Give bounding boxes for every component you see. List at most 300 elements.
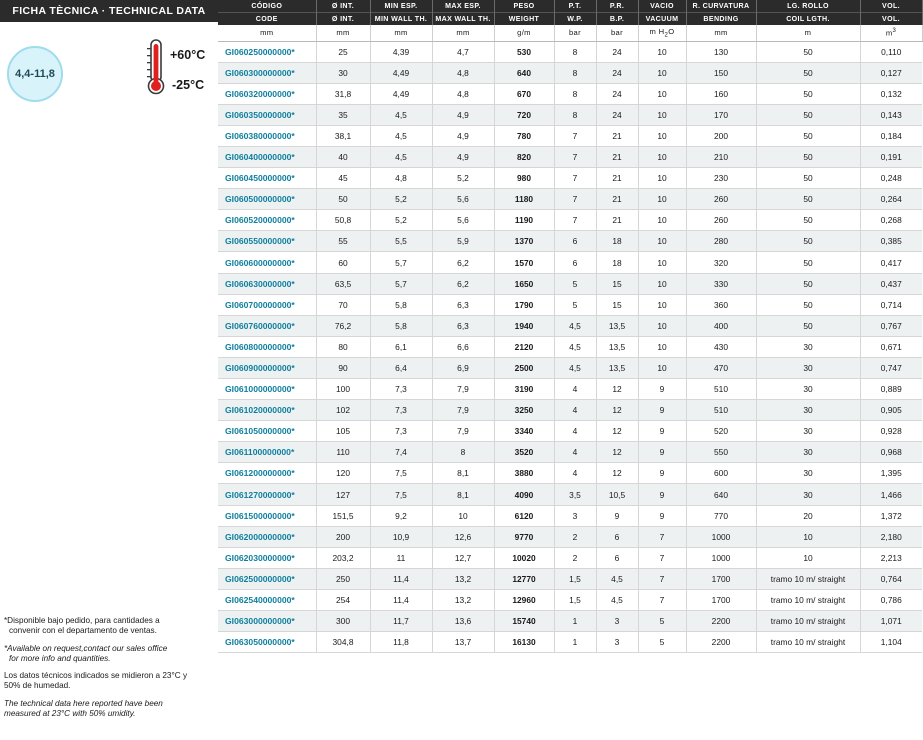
th-es-8: R. CURVATURA (686, 0, 756, 13)
cell-bending: 510 (686, 379, 756, 400)
cell-weight: 1650 (494, 273, 554, 294)
cell-bending: 400 (686, 315, 756, 336)
th-es-6: P.R. (596, 0, 638, 13)
footnotes (4, 616, 214, 726)
cell-weight: 1940 (494, 315, 554, 336)
cell-b-p: 15 (596, 294, 638, 315)
table-row (218, 104, 922, 125)
cell-max-wall-th: 6,3 (432, 294, 494, 315)
header-row-units (218, 25, 922, 41)
header-row-en (218, 13, 922, 26)
footnote-availability-en-line1: *Available on request,contact our sales office (4, 643, 168, 653)
cell-b-p: 12 (596, 379, 638, 400)
cell-int: 35 (316, 104, 370, 125)
cell-int: 90 (316, 357, 370, 378)
table-row (218, 547, 922, 568)
cell-vacuum: 9 (638, 505, 686, 526)
cell-vacuum: 10 (638, 357, 686, 378)
cell-code: GI062500000000* (218, 568, 316, 589)
cell-code: GI063000000000* (218, 611, 316, 632)
cell-min-wall-th: 11,4 (370, 589, 432, 610)
cell-vol: 0,889 (860, 379, 922, 400)
cell-b-p: 12 (596, 442, 638, 463)
cell-w-p: 7 (554, 125, 596, 146)
table-row (218, 611, 922, 632)
th-es-4: PESO (494, 0, 554, 13)
cell-w-p: 3,5 (554, 484, 596, 505)
cell-bending: 130 (686, 41, 756, 62)
cell-bending: 550 (686, 442, 756, 463)
cell-min-wall-th: 7,3 (370, 400, 432, 421)
cell-max-wall-th: 5,9 (432, 231, 494, 252)
cell-weight: 10020 (494, 547, 554, 568)
cell-int: 45 (316, 168, 370, 189)
cell-weight: 1790 (494, 294, 554, 315)
cell-coil-lgth: 30 (756, 379, 860, 400)
cell-code: GI062540000000* (218, 589, 316, 610)
cell-min-wall-th: 4,8 (370, 168, 432, 189)
table-body (218, 41, 922, 653)
cell-w-p: 1,5 (554, 568, 596, 589)
cell-min-wall-th: 4,5 (370, 125, 432, 146)
cell-b-p: 12 (596, 463, 638, 484)
cell-vacuum: 10 (638, 273, 686, 294)
cell-min-wall-th: 4,39 (370, 41, 432, 62)
table-row (218, 231, 922, 252)
th-unit-9: m (756, 25, 860, 41)
cell-vacuum: 7 (638, 589, 686, 610)
cell-coil-lgth: 30 (756, 442, 860, 463)
table-row (218, 568, 922, 589)
cell-weight: 720 (494, 104, 554, 125)
cell-vacuum: 10 (638, 62, 686, 83)
cell-max-wall-th: 10 (432, 505, 494, 526)
cell-vol: 1,372 (860, 505, 922, 526)
cell-min-wall-th: 7,3 (370, 379, 432, 400)
cell-w-p: 8 (554, 62, 596, 83)
max-temperature-label: +60°C (170, 48, 206, 62)
table-row (218, 168, 922, 189)
cell-b-p: 12 (596, 421, 638, 442)
cell-bending: 210 (686, 146, 756, 167)
cell-max-wall-th: 13,7 (432, 632, 494, 653)
cell-weight: 670 (494, 83, 554, 104)
cell-vol: 0,110 (860, 41, 922, 62)
cell-coil-lgth: 50 (756, 62, 860, 83)
cell-max-wall-th: 4,9 (432, 125, 494, 146)
cell-b-p: 10,5 (596, 484, 638, 505)
footnote-availability-es-line1: *Disponible bajo pedido, para cantidades a (4, 616, 160, 625)
cell-int: 127 (316, 484, 370, 505)
cell-max-wall-th: 6,3 (432, 315, 494, 336)
cell-vacuum: 5 (638, 611, 686, 632)
cell-weight: 530 (494, 41, 554, 62)
cell-coil-lgth: 20 (756, 505, 860, 526)
th-es-10: VOL. (860, 0, 922, 13)
th-en-8: BENDING (686, 13, 756, 26)
cell-vol: 0,786 (860, 589, 922, 610)
cell-b-p: 3 (596, 611, 638, 632)
cell-w-p: 6 (554, 231, 596, 252)
cell-int: 70 (316, 294, 370, 315)
cell-int: 25 (316, 41, 370, 62)
cell-min-wall-th: 7,5 (370, 484, 432, 505)
cell-coil-lgth: 50 (756, 294, 860, 315)
cell-b-p: 18 (596, 252, 638, 273)
table-row (218, 589, 922, 610)
header-row-es (218, 0, 922, 13)
cell-min-wall-th: 9,2 (370, 505, 432, 526)
th-unit-5: bar (554, 25, 596, 41)
cell-w-p: 8 (554, 104, 596, 125)
cell-b-p: 24 (596, 41, 638, 62)
specs-table (218, 0, 923, 653)
cell-vacuum: 10 (638, 210, 686, 231)
cell-b-p: 21 (596, 168, 638, 189)
cell-vol: 0,385 (860, 231, 922, 252)
cell-min-wall-th: 5,2 (370, 189, 432, 210)
cell-vacuum: 10 (638, 315, 686, 336)
cell-code: GI060300000000* (218, 62, 316, 83)
table-row (218, 294, 922, 315)
cell-int: 102 (316, 400, 370, 421)
footnote-measurement-en (4, 699, 214, 720)
cell-code: GI061000000000* (218, 379, 316, 400)
cell-vacuum: 10 (638, 168, 686, 189)
th-unit-4: g/m (494, 25, 554, 41)
panel-title: FICHA TÈCNICA · TECHNICAL DATA (0, 0, 218, 22)
thermometer-icon (145, 38, 167, 96)
cell-weight: 640 (494, 62, 554, 83)
cell-vol: 0,968 (860, 442, 922, 463)
cell-vol: 2,213 (860, 547, 922, 568)
cell-coil-lgth: 50 (756, 146, 860, 167)
th-en-7: VACUUM (638, 13, 686, 26)
footnote-availability-es (4, 616, 214, 637)
cell-coil-lgth: 30 (756, 336, 860, 357)
cell-weight: 12770 (494, 568, 554, 589)
cell-vacuum: 10 (638, 231, 686, 252)
cell-vol: 2,180 (860, 526, 922, 547)
table-row (218, 315, 922, 336)
cell-code: GI062030000000* (218, 547, 316, 568)
cell-vol: 0,928 (860, 421, 922, 442)
footnote-availability-en (4, 644, 214, 665)
cell-coil-lgth: 30 (756, 421, 860, 442)
cell-max-wall-th: 7,9 (432, 421, 494, 442)
cell-bending: 330 (686, 273, 756, 294)
cell-b-p: 9 (596, 505, 638, 526)
cell-b-p: 6 (596, 547, 638, 568)
cell-b-p: 24 (596, 62, 638, 83)
cell-bending: 510 (686, 400, 756, 421)
cell-code: GI060520000000* (218, 210, 316, 231)
cell-min-wall-th: 7,4 (370, 442, 432, 463)
cell-min-wall-th: 4,49 (370, 62, 432, 83)
cell-weight: 16130 (494, 632, 554, 653)
cell-code: GI060500000000* (218, 189, 316, 210)
cell-max-wall-th: 6,2 (432, 273, 494, 294)
cell-vacuum: 9 (638, 421, 686, 442)
min-temperature-label: -25°C (172, 78, 205, 92)
cell-w-p: 8 (554, 41, 596, 62)
cell-vacuum: 10 (638, 125, 686, 146)
cell-code: GI060700000000* (218, 294, 316, 315)
cell-coil-lgth: 10 (756, 547, 860, 568)
cell-b-p: 13,5 (596, 315, 638, 336)
cell-min-wall-th: 11,8 (370, 632, 432, 653)
cell-max-wall-th: 7,9 (432, 400, 494, 421)
table-row (218, 252, 922, 273)
th-es-2: MIN ESP. (370, 0, 432, 13)
cell-coil-lgth: 30 (756, 400, 860, 421)
cell-max-wall-th: 4,9 (432, 104, 494, 125)
cell-vol: 1,395 (860, 463, 922, 484)
cell-vol: 1,104 (860, 632, 922, 653)
cell-coil-lgth: 50 (756, 273, 860, 294)
table-row (218, 62, 922, 83)
cell-b-p: 6 (596, 526, 638, 547)
cell-vol: 0,184 (860, 125, 922, 146)
cell-int: 31,8 (316, 83, 370, 104)
cell-w-p: 6 (554, 252, 596, 273)
th-en-10: VOL. (860, 13, 922, 26)
cell-min-wall-th: 5,7 (370, 273, 432, 294)
cell-int: 300 (316, 611, 370, 632)
cell-code: GI061050000000* (218, 421, 316, 442)
cell-max-wall-th: 8 (432, 442, 494, 463)
cell-bending: 200 (686, 125, 756, 146)
table-row (218, 484, 922, 505)
th-en-1: Ø INT. (316, 13, 370, 26)
th-es-1: Ø INT. (316, 0, 370, 13)
cell-max-wall-th: 4,7 (432, 41, 494, 62)
cell-coil-lgth: tramo 10 m/ straight (756, 632, 860, 653)
cell-weight: 820 (494, 146, 554, 167)
cell-int: 100 (316, 379, 370, 400)
cell-int: 120 (316, 463, 370, 484)
table-row (218, 526, 922, 547)
cell-bending: 160 (686, 83, 756, 104)
cell-vacuum: 9 (638, 484, 686, 505)
cell-bending: 1000 (686, 526, 756, 547)
cell-vacuum: 10 (638, 83, 686, 104)
cell-code: GI060320000000* (218, 83, 316, 104)
cell-max-wall-th: 13,2 (432, 568, 494, 589)
cell-code: GI060250000000* (218, 41, 316, 62)
th-unit-3: mm (432, 25, 494, 41)
cell-code: GI061500000000* (218, 505, 316, 526)
table-row (218, 189, 922, 210)
th-es-0: CÓDIGO (218, 0, 316, 13)
cell-coil-lgth: 30 (756, 357, 860, 378)
cell-vacuum: 9 (638, 442, 686, 463)
cell-max-wall-th: 13,2 (432, 589, 494, 610)
cell-w-p: 5 (554, 273, 596, 294)
cell-vacuum: 10 (638, 104, 686, 125)
cell-code: GI061270000000* (218, 484, 316, 505)
th-unit-1: mm (316, 25, 370, 41)
cell-int: 60 (316, 252, 370, 273)
cell-coil-lgth: 30 (756, 463, 860, 484)
cell-min-wall-th: 7,5 (370, 463, 432, 484)
cell-max-wall-th: 13,6 (432, 611, 494, 632)
cell-vacuum: 9 (638, 400, 686, 421)
cell-min-wall-th: 5,8 (370, 294, 432, 315)
cell-bending: 770 (686, 505, 756, 526)
cell-bending: 640 (686, 484, 756, 505)
cell-max-wall-th: 8,1 (432, 484, 494, 505)
cell-b-p: 4,5 (596, 589, 638, 610)
cell-vol: 1,071 (860, 611, 922, 632)
cell-min-wall-th: 4,5 (370, 146, 432, 167)
cell-int: 110 (316, 442, 370, 463)
cell-int: 50 (316, 189, 370, 210)
cell-w-p: 7 (554, 146, 596, 167)
cell-bending: 430 (686, 336, 756, 357)
cell-bending: 470 (686, 357, 756, 378)
table-row (218, 357, 922, 378)
cell-vacuum: 10 (638, 294, 686, 315)
table-row (218, 125, 922, 146)
cell-b-p: 3 (596, 632, 638, 653)
th-unit-10: $m^3$ (860, 25, 922, 41)
cell-int: 55 (316, 231, 370, 252)
cell-int: 50,8 (316, 210, 370, 231)
cell-bending: 360 (686, 294, 756, 315)
cell-code: GI060600000000* (218, 252, 316, 273)
th-en-6: B.P. (596, 13, 638, 26)
cell-bending: 520 (686, 421, 756, 442)
cell-min-wall-th: 11,4 (370, 568, 432, 589)
cell-bending: 1700 (686, 589, 756, 610)
cell-vol: 0,127 (860, 62, 922, 83)
footnote-availability-es-line2: convenir con el departamento de ventas. (9, 626, 157, 636)
cell-bending: 1000 (686, 547, 756, 568)
cell-b-p: 13,5 (596, 336, 638, 357)
th-en-9: COIL LGTH. (756, 13, 860, 26)
table-row (218, 41, 922, 62)
table-header (218, 0, 922, 41)
table-row (218, 146, 922, 167)
cell-vacuum: 7 (638, 547, 686, 568)
cell-b-p: 15 (596, 273, 638, 294)
cell-coil-lgth: 50 (756, 252, 860, 273)
cell-vacuum: 10 (638, 336, 686, 357)
cell-bending: 280 (686, 231, 756, 252)
cell-int: 80 (316, 336, 370, 357)
cell-min-wall-th: 5,2 (370, 210, 432, 231)
table-row (218, 400, 922, 421)
cell-w-p: 1 (554, 611, 596, 632)
cell-w-p: 4,5 (554, 357, 596, 378)
cell-int: 200 (316, 526, 370, 547)
cell-bending: 2200 (686, 611, 756, 632)
cell-weight: 3340 (494, 421, 554, 442)
cell-max-wall-th: 8,1 (432, 463, 494, 484)
left-info-panel (0, 0, 218, 740)
cell-weight: 4090 (494, 484, 554, 505)
cell-min-wall-th: 6,4 (370, 357, 432, 378)
cell-vacuum: 10 (638, 252, 686, 273)
table-row (218, 273, 922, 294)
cell-w-p: 7 (554, 189, 596, 210)
cell-coil-lgth: 50 (756, 125, 860, 146)
cell-weight: 2500 (494, 357, 554, 378)
cell-code: GI061200000000* (218, 463, 316, 484)
cell-w-p: 7 (554, 210, 596, 231)
cell-code: GI063050000000* (218, 632, 316, 653)
footnote-measurement-es-line2: 50% de humedad. (4, 681, 71, 691)
cell-vacuum: 10 (638, 189, 686, 210)
cell-code: GI060450000000* (218, 168, 316, 189)
cell-min-wall-th: 5,7 (370, 252, 432, 273)
cell-code: GI062000000000* (218, 526, 316, 547)
cell-int: 105 (316, 421, 370, 442)
specs-table-wrapper (218, 0, 902, 740)
cell-weight: 3880 (494, 463, 554, 484)
cell-code: GI060630000000* (218, 273, 316, 294)
cell-vol: 0,191 (860, 146, 922, 167)
table-row (218, 505, 922, 526)
cell-bending: 260 (686, 189, 756, 210)
cell-code: GI061100000000* (218, 442, 316, 463)
table-row (218, 632, 922, 653)
cell-min-wall-th: 7,3 (370, 421, 432, 442)
cell-coil-lgth: 50 (756, 168, 860, 189)
cell-int: 40 (316, 146, 370, 167)
cell-vol: 0,132 (860, 83, 922, 104)
cell-weight: 2120 (494, 336, 554, 357)
cell-coil-lgth: 50 (756, 231, 860, 252)
footnote-measurement-en-line2: measured at 23°C with 50% umidity. (4, 708, 136, 718)
cell-w-p: 1 (554, 632, 596, 653)
cell-int: 30 (316, 62, 370, 83)
cell-max-wall-th: 12,6 (432, 526, 494, 547)
cell-vol: 0,143 (860, 104, 922, 125)
cell-weight: 1190 (494, 210, 554, 231)
cell-weight: 9770 (494, 526, 554, 547)
cell-b-p: 24 (596, 83, 638, 104)
cell-w-p: 4,5 (554, 315, 596, 336)
th-en-4: WEIGHT (494, 13, 554, 26)
cell-w-p: 4 (554, 421, 596, 442)
cell-bending: 170 (686, 104, 756, 125)
cell-vol: 0,764 (860, 568, 922, 589)
cell-vacuum: 7 (638, 526, 686, 547)
cell-code: GI060760000000* (218, 315, 316, 336)
cell-coil-lgth: 50 (756, 104, 860, 125)
th-en-5: W.P. (554, 13, 596, 26)
cell-weight: 3250 (494, 400, 554, 421)
cell-coil-lgth: 10 (756, 526, 860, 547)
cell-b-p: 21 (596, 210, 638, 231)
cell-min-wall-th: 11 (370, 547, 432, 568)
cell-vacuum: 5 (638, 632, 686, 653)
cell-coil-lgth: 50 (756, 189, 860, 210)
diameter-range-label: 4,4-11,8 (15, 68, 55, 80)
cell-max-wall-th: 5,6 (432, 189, 494, 210)
cell-vol: 0,248 (860, 168, 922, 189)
cell-int: 151,5 (316, 505, 370, 526)
cell-b-p: 21 (596, 146, 638, 167)
cell-bending: 1700 (686, 568, 756, 589)
cell-vacuum: 7 (638, 568, 686, 589)
th-es-5: P.T. (554, 0, 596, 13)
cell-coil-lgth: 30 (756, 484, 860, 505)
cell-w-p: 1,5 (554, 589, 596, 610)
cell-code: GI060800000000* (218, 336, 316, 357)
